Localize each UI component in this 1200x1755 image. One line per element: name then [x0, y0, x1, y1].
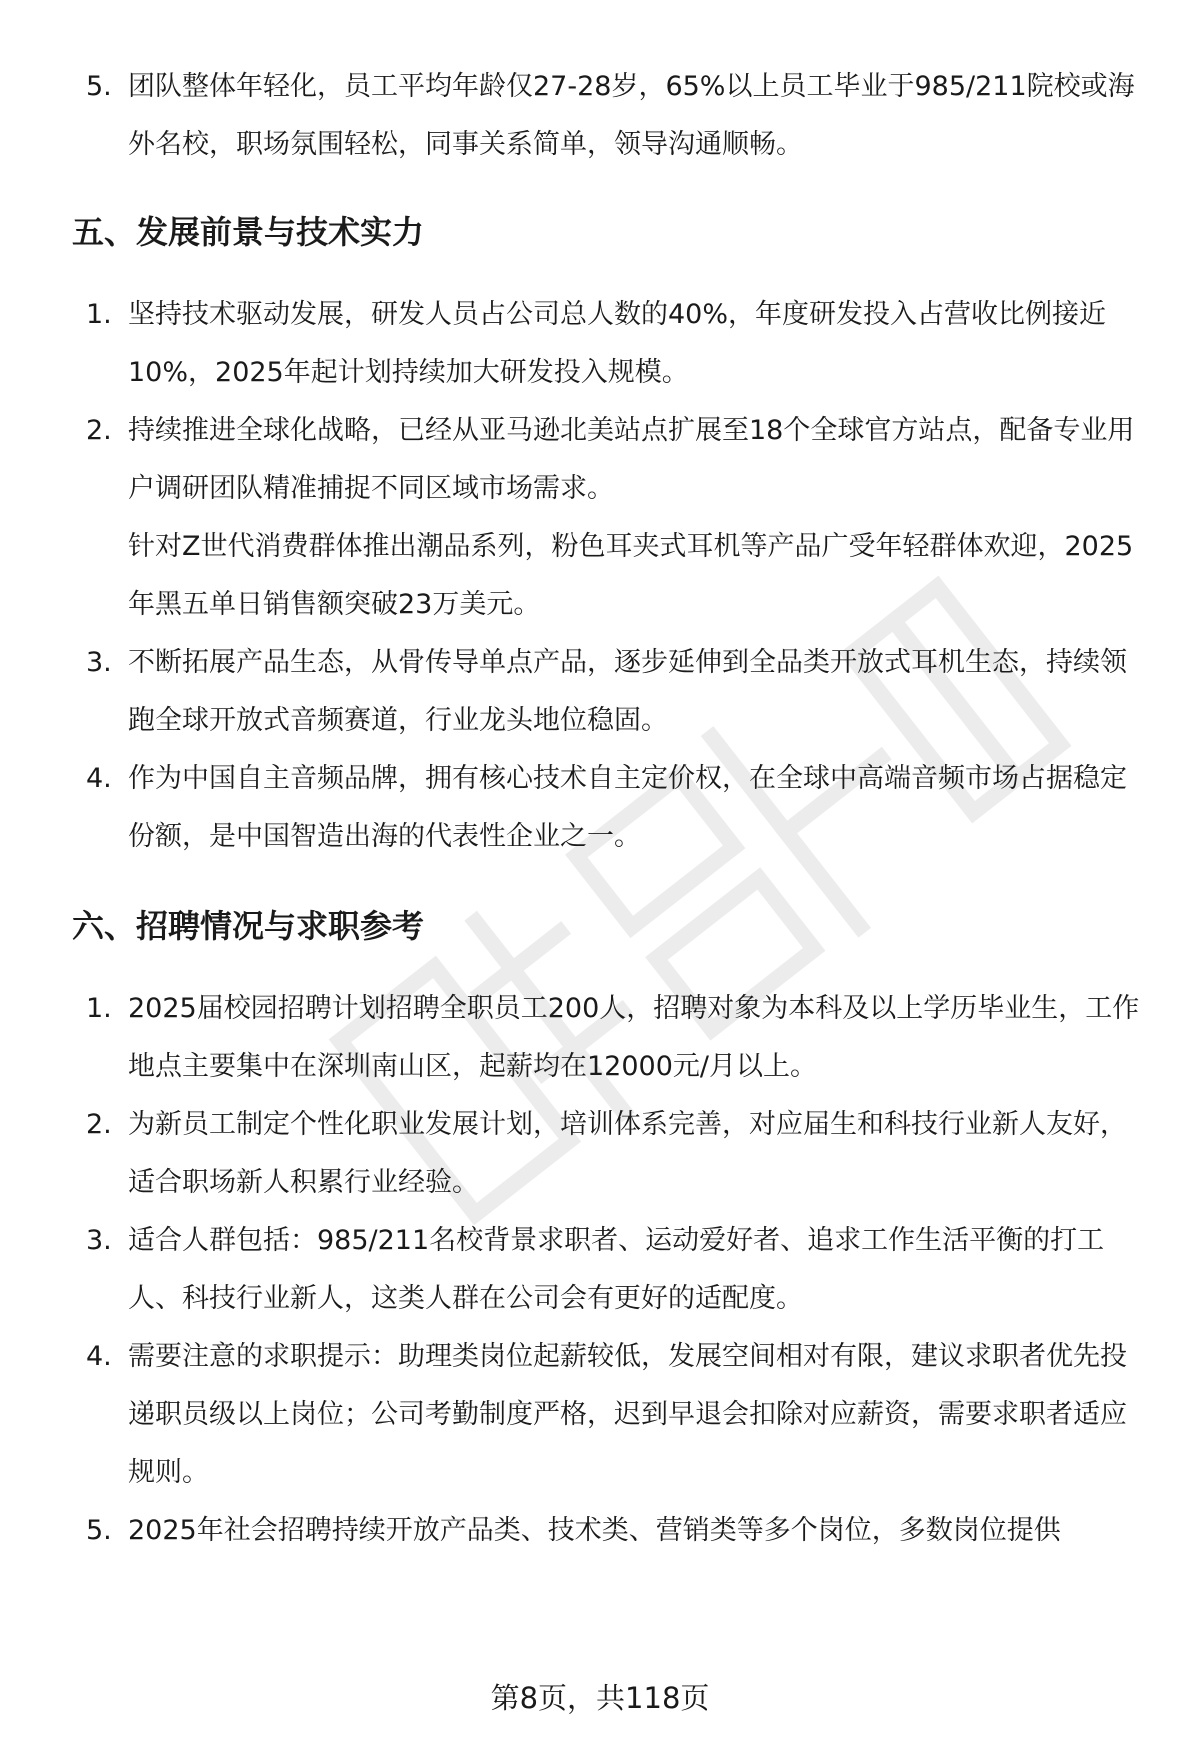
list-item: [72, 1096, 1142, 1212]
list-item-text: 2025届校园招聘计划招聘全职员工200人，招聘对象为本科及以上学历毕业生，工作地点主要集中在深圳南山区，起薪均在12000元/月以上。: [128, 993, 1140, 1082]
list-item-text: 持续推进全球化战略，已经从亚马逊北美站点扩展至18个全球官方站点，配备专业用户调研团队精准捕捉不同区域市场需求。: [128, 415, 1135, 504]
list-item-number: 2.: [86, 415, 112, 446]
list-item-number: 1.: [86, 993, 112, 1024]
list-item: [72, 402, 1142, 634]
list-item-number: 5.: [86, 71, 112, 102]
section-heading-5: 五、发展前景与技术实力: [72, 213, 425, 251]
section-5-list: [72, 286, 1142, 866]
list-item-continuation: 针对Z世代消费群体推出潮品系列，粉色耳夹式耳机等产品广受年轻群体欢迎，2025年黑五单日销售额突破23万美元。: [128, 531, 1134, 620]
page-number-footer: 第8页，共118页: [490, 1681, 710, 1715]
list-item-number: 1.: [86, 299, 112, 330]
list-item-text: 需要注意的求职提示：助理类岗位起薪较低，发展空间相对有限，建议求职者优先投递职员级以上岗位；公司考勤制度严格，迟到早退会扣除对应薪资，需要求职者适应规则。: [128, 1341, 1127, 1488]
list-item-text: 2025年社会招聘持续开放产品类、技术类、营销类等多个岗位，多数岗位提供: [128, 1515, 1061, 1546]
list-item-number: 5.: [86, 1515, 112, 1546]
list-item: [72, 980, 1142, 1096]
section-heading-6: 六、招聘情况与求职参考: [72, 907, 425, 945]
list-item: [72, 750, 1142, 866]
list-item-number: 4.: [86, 763, 112, 794]
list-item: [72, 634, 1142, 750]
list-item-text: 作为中国自主音频品牌，拥有核心技术自主定价权，在全球中高端音频市场占据稳定份额，是中国智造出海的代表性企业之一。: [128, 763, 1127, 852]
list-item: [72, 286, 1142, 402]
list-item-text: 坚持技术驱动发展，研发人员占公司总人数的40%，年度研发投入占营收比例接近10%，2025年起计划持续加大研发投入规模。: [128, 299, 1107, 388]
section-6-list: [72, 980, 1142, 1560]
list-item-number: 3.: [86, 647, 112, 678]
list-item-text: 团队整体年轻化，员工平均年龄仅27-28岁，65%以上员工毕业于985/211院校或海外名校，职场氛围轻松，同事关系简单，领导沟通顺畅。: [128, 71, 1135, 160]
list-item-number: 2.: [86, 1109, 112, 1140]
list-item: [72, 1502, 1142, 1560]
document-body: [72, 58, 1142, 1560]
list-item-text: 为新员工制定个性化职业发展计划，培训体系完善，对应届生和科技行业新人友好，适合职场新人积累行业经验。: [128, 1109, 1127, 1198]
list-item-number: 3.: [86, 1225, 112, 1256]
list-item: [72, 1328, 1142, 1502]
list-item: [72, 1212, 1142, 1328]
list-item-text: 适合人群包括：985/211名校背景求职者、运动爱好者、追求工作生活平衡的打工人、科技行业新人，这类人群在公司会有更好的适配度。: [128, 1225, 1105, 1314]
list-item-number: 4.: [86, 1341, 112, 1372]
continued-list: [72, 58, 1142, 174]
list-item-text: 不断拓展产品生态，从骨传导单点产品，逐步延伸到全品类开放式耳机生态，持续领跑全球开放式音频赛道，行业龙头地位稳固。: [128, 647, 1127, 736]
list-item: [72, 58, 1142, 174]
